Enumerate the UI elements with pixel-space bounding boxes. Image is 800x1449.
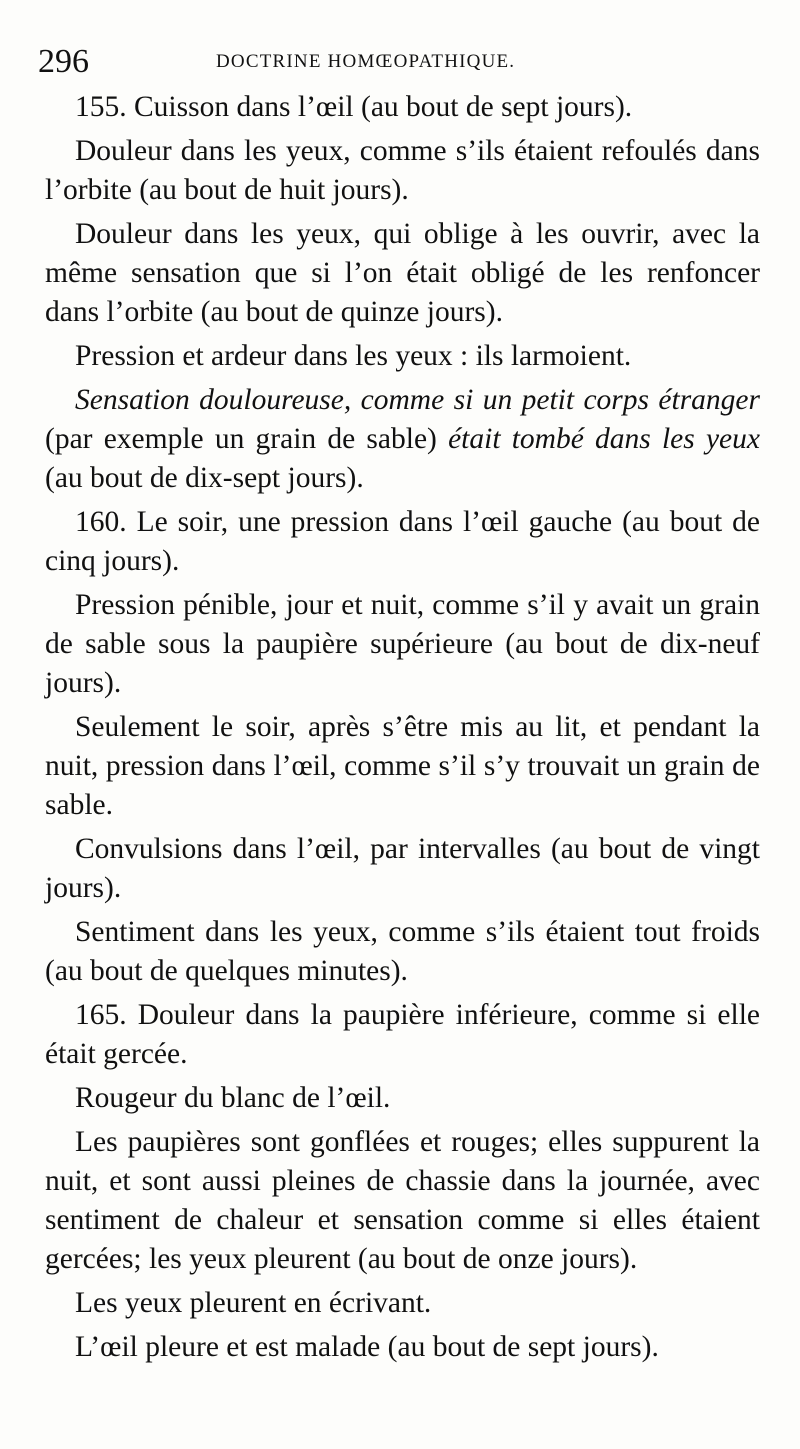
paragraph-160 <box>45 503 760 581</box>
paragraph-text: Douleur dans la paupière inférieure, comme si elle était gercée. <box>45 999 760 1070</box>
italic-text: Sensation douloureuse, comme si un petit corps étranger <box>75 384 760 416</box>
paragraph <box>45 913 760 991</box>
paragraph-text: Douleur dans les yeux, qui oblige à les ouvrir, avec la même sensation que si l’on était obligé de les renfoncer dans l’orbite (au bout de quinze jours). <box>45 218 760 328</box>
paragraph <box>45 586 760 703</box>
paragraph-number: 155. <box>75 91 127 123</box>
paragraph <box>45 1123 760 1279</box>
paragraph-number: 165. <box>75 999 127 1031</box>
paragraph-text: Cuisson dans l’œil (au bout de sept jours). <box>126 91 633 123</box>
paragraph <box>45 1284 760 1323</box>
paragraph <box>45 215 760 332</box>
page-body <box>45 88 760 1372</box>
paragraph <box>45 708 760 825</box>
paragraph <box>45 1079 760 1118</box>
paragraph-text: Sentiment dans les yeux, comme s’ils étaient tout froids (au bout de quelques minutes). <box>45 916 760 987</box>
paragraph <box>45 337 760 376</box>
paragraph-text: Les paupières sont gonflées et rouges; elles suppurent la nuit, et sont aussi pleines de chassie dans la journée, avec sentiment de chaleur et sensation comme si elles étaient gercées; les yeux pleurent (au bout de onze jours). <box>45 1126 760 1275</box>
italic-text: était tombé dans les yeux <box>448 423 760 455</box>
paragraph <box>45 830 760 908</box>
paragraph-165 <box>45 996 760 1074</box>
paragraph-text: Douleur dans les yeux, comme s’ils étaient refoulés dans l’orbite (au bout de huit jours). <box>45 135 760 206</box>
paragraph-number: 160. <box>75 506 127 538</box>
paragraph-text: (par exemple un grain de sable) <box>45 423 449 455</box>
running-head: DOCTRINE HOMŒOPATHIQUE. <box>216 51 516 72</box>
paragraph-text: Les yeux pleurent en écrivant. <box>75 1287 432 1319</box>
paragraph-mixed-italic <box>45 381 760 498</box>
page-number: 296 <box>38 43 89 80</box>
page-header <box>38 40 760 84</box>
paragraph-text: Rougeur du blanc de l’œil. <box>75 1082 391 1114</box>
paragraph-155 <box>45 88 760 127</box>
paragraph-text: Le soir, une pression dans l’œil gauche (au bout de cinq jours). <box>45 506 760 577</box>
paragraph-text: (au bout de dix-sept jours). <box>45 462 364 494</box>
paragraph <box>45 132 760 210</box>
paragraph-text: L’œil pleure et est malade (au bout de sept jours). <box>75 1331 659 1363</box>
paragraph <box>45 1328 760 1367</box>
paragraph-text: Pression pénible, jour et nuit, comme s’il y avait un grain de sable sous la paupière supérieure (au bout de dix-neuf jours). <box>45 589 760 699</box>
paragraph-text: Seulement le soir, après s’être mis au lit, et pendant la nuit, pression dans l’œil, comme s’il s’y trouvait un grain de sable. <box>45 711 760 821</box>
paragraph-text: Convulsions dans l’œil, par intervalles (au bout de vingt jours). <box>45 833 760 904</box>
paragraph-text: Pression et ardeur dans les yeux : ils larmoient. <box>75 340 632 372</box>
